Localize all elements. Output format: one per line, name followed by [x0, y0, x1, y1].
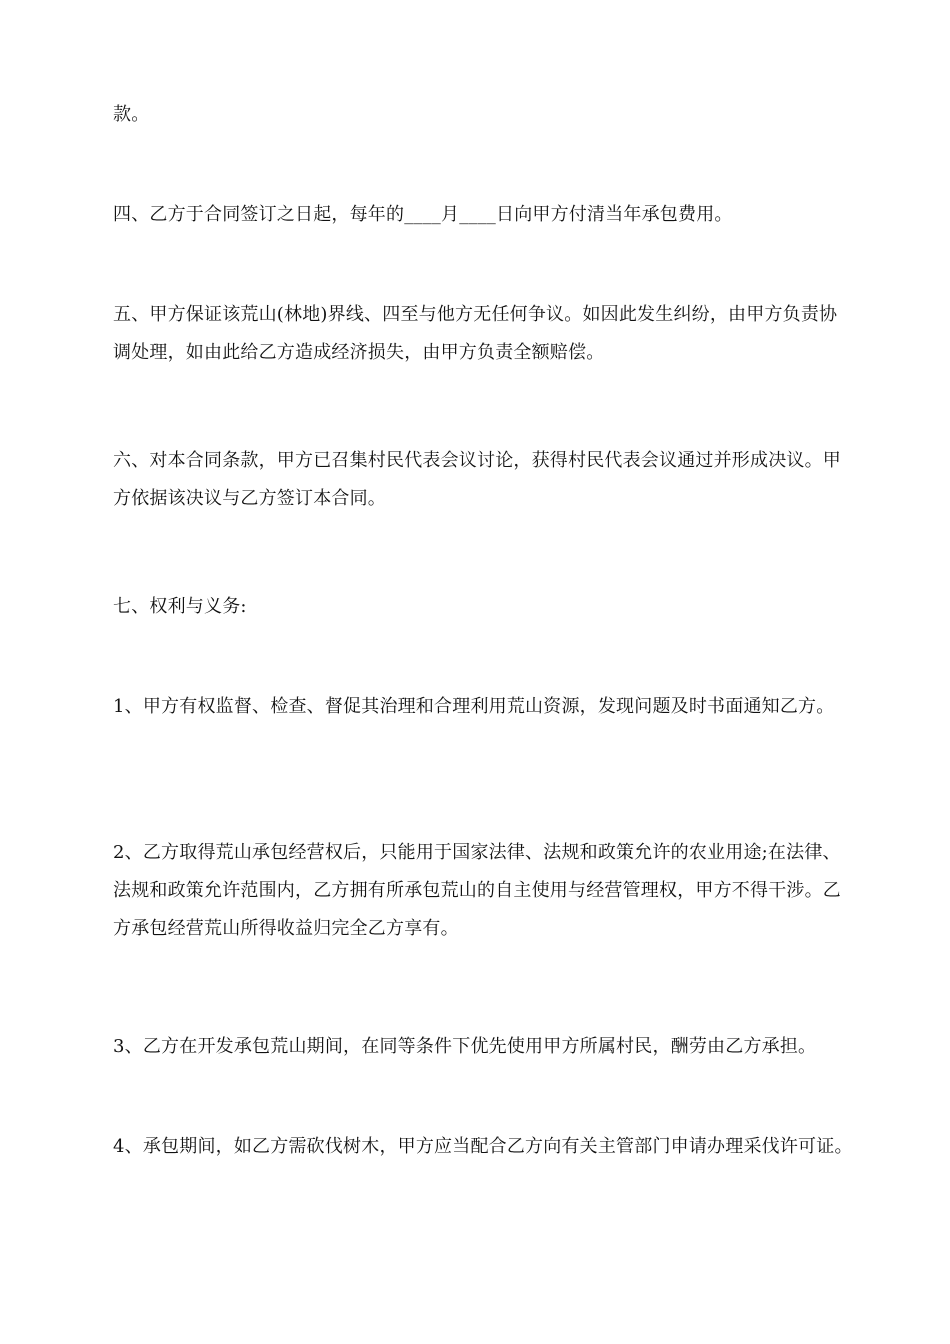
- paragraph-clause-5: 五、甲方保证该荒山(林地)界线、四至与他方无任何争议。如因此发生纠纷，由甲方负责协调处理，如由此给乙方造成经济损失，由甲方负责全额赔偿。: [113, 304, 838, 363]
- paragraph-item-1: 1、甲方有权监督、检查、督促其治理和合理利用荒山资源，发现问题及时书面通知乙方。: [113, 696, 835, 717]
- paragraph-clause-6: 六、对本合同条款，甲方已召集村民代表会议讨论，获得村民代表会议通过并形成决议。甲方依据该决议与乙方签订本合同。: [113, 450, 841, 509]
- paragraph-clause-7-heading: 七、权利与义务:: [113, 596, 247, 617]
- paragraph-continuation: 款。: [113, 104, 150, 125]
- paragraph-clause-4: 四、乙方于合同签订之日起，每年的____月____日向甲方付清当年承包费用。: [113, 204, 733, 225]
- paragraph-item-3: 3、乙方在开发承包荒山期间，在同等条件下优先使用甲方所属村民，酬劳由乙方承担。: [113, 1036, 817, 1057]
- paragraph-item-2: 2、乙方取得荒山承包经营权后，只能用于国家法律、法规和政策允许的农业用途;在法律、法规和政策允许范围内，乙方拥有所承包荒山的自主使用与经营管理权，甲方不得干涉。乙方承包经营荒山所得收益归完全乙方享有。: [113, 842, 841, 939]
- paragraph-item-4: 4、承包期间，如乙方需砍伐树木，甲方应当配合乙方向有关主管部门申请办理采伐许可证。: [113, 1136, 853, 1157]
